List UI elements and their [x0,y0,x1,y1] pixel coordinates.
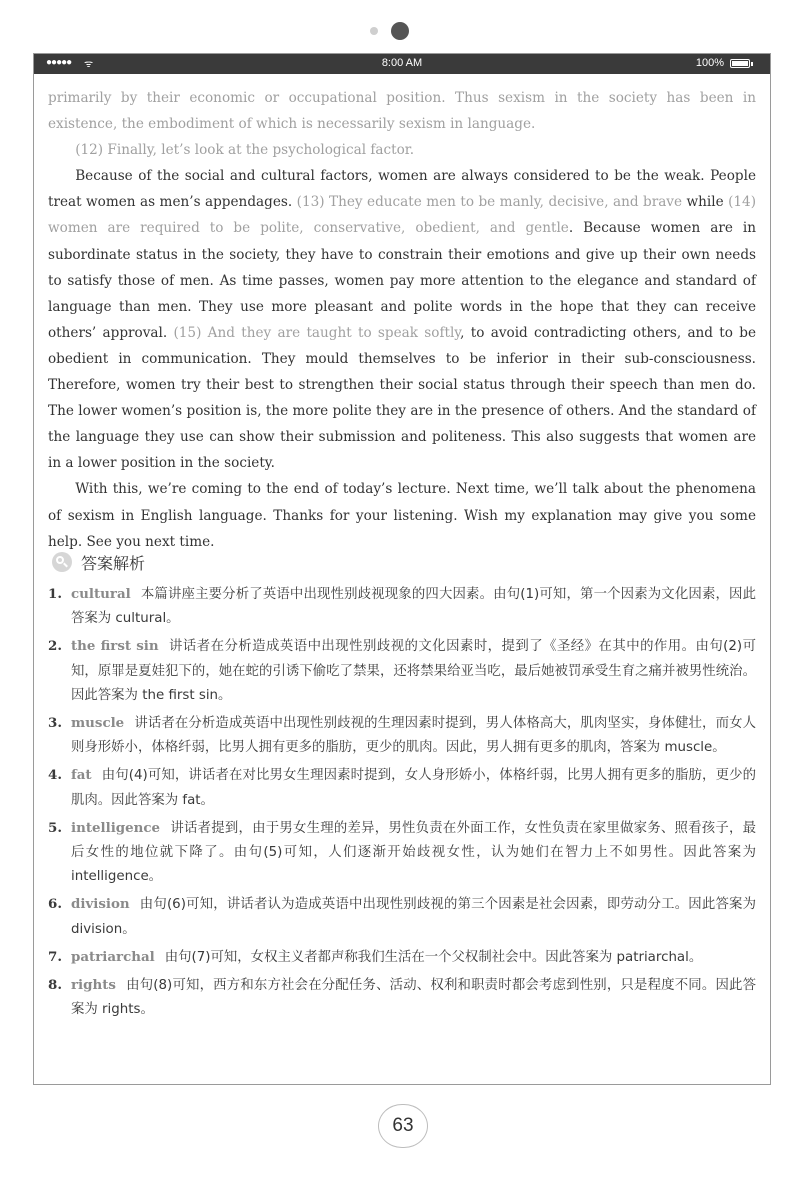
answer-number: 2. [48,638,62,655]
passage-p1-text: primarily by their economic or occupational position. Thus sexism in the society has been in existence, the embodiment of which is necessarily sexism in language. [48,90,756,133]
answer-explanation: 本篇讲座主要分析了英语中出现性别歧视现象的四大因素。由句(1)可知，第一个因素为文化因素，因此答案为 cultural。 [71,587,756,627]
answer-item [48,763,756,812]
answer-list [48,582,756,1025]
page-number: 63 [392,1115,414,1136]
magnifier-icon [52,552,72,572]
passage-sentence-15: (15) And they are taught to speak softly [173,324,461,341]
answer-explanation: 由句(4)可知，讲话者在对比男女生理因素时提到，女人身形娇小，体格纤弱，比男人拥有更多的脂肪，更少的肌肉。因此答案为 fat。 [71,768,756,808]
passage-sentence-14: (14) women are required to be polite, conservative, obedient, and gentle [48,194,757,237]
answer-explanation: 由句(8)可知，西方和东方社会在分配任务、活动、权利和职责时都会考虑到性别，只是程度不同。因此答案为 rights。 [71,978,756,1018]
passage-p3-part-g: , to avoid contradicting others, and to be obedient in communication. They mould themselves to be inferior in their sub-consciousness. Therefore, women try their best to strengthen their social status through their speech than men do. The lower women’s position is, the more polite they are in the presence of others. And the standard of the language they use can show their submission and politeness. This also suggests that women are in a lower position in the society. [48,324,756,472]
passage-sentence-13: (13) They educate men to be manly, decisive, and brave [296,194,683,211]
answer-explanation: 讲话者在分析造成英语中出现性别歧视的文化因素时，提到了《圣经》在其中的作用。由句(2)可知，原罪是夏娃犯下的，她在蛇的引诱下偷吃了禁果，还将禁果给亚当吃，最后她被罚承受生育之痛并被男性统治。因此答案为 the first sin。 [71,639,757,703]
answer-number: 3. [48,715,62,732]
camera-dot-small [370,27,378,35]
wifi-icon: ᯤ [84,59,94,70]
status-bar [34,54,770,74]
section-title [52,549,145,575]
answer-keyword: patriarchal [71,948,155,965]
answer-number: 5. [48,819,62,836]
answer-explanation: 由句(6)可知，讲话者认为造成英语中出现性别歧视的第三个因素是社会因素，即劳动分工。因此答案为 division。 [71,897,756,937]
answer-item [48,945,756,970]
page-number-badge [378,1104,428,1148]
signal-icon: ●●●●● [46,57,72,68]
answer-number: 8. [48,977,62,994]
battery-percent: 100% [695,57,724,69]
answer-item [48,973,756,1022]
passage [48,85,756,555]
camera-dot [391,22,409,40]
answer-explanation: 讲话者提到，由于男女生理的差异，男性负责在外面工作，女性负责在家里做家务、照看孩子，最后女性的地位就下降了。由句(5)可知，人们逐渐开始歧视女性，认为她们在智力上不如男性。因此答案为 intelligence。 [71,820,756,885]
passage-p3-part-a: Because of the social and cultural factors, women are always considered to be the weak. People treat women as men’s appendages. [48,168,756,211]
answer-explanation: 讲话者在分析造成英语中出现性别歧视的生理因素时提到，男人体格高大，肌肉坚实，身体健壮，而女人则身形娇小，体格纤弱，比男人拥有更多的脂肪，更少的肌肉。因此，男人拥有更多的肌肉，答案为 muscle。 [71,716,756,756]
passage-paragraph-4: With this, we’re coming to the end of today’s lecture. Next time, we’ll talk about the phenomena of sexism in English language. Thanks for your listening. Wish my explanation may give you some help. See you next time. [48,481,756,550]
answer-explanation: 由句(7)可知，女权主义者都声称我们生活在一个父权制社会中。因此答案为 patriarchal。 [164,949,703,965]
passage-p3-part-c: while [682,194,729,211]
answer-keyword: fat [71,767,92,784]
passage-paragraph-1 [48,85,756,137]
answer-number: 1. [48,586,62,602]
battery-fill [732,61,748,66]
battery-icon [730,59,750,68]
answer-keyword: division [71,896,130,913]
answer-keyword: cultural [71,586,131,602]
answer-keyword: rights [71,977,116,994]
status-time: 8:00 AM [381,57,423,69]
battery-nub [751,62,753,66]
answer-number: 7. [48,948,62,965]
answer-keyword: muscle [71,715,125,732]
answer-number: 4. [48,767,62,784]
passage-paragraph-2: (12) Finally, let’s look at the psychological factor. [75,142,415,159]
answer-item [48,816,756,890]
passage-p3-part-e: . Because women are in subordinate status in the society, they have to constrain their emotions and give up their own needs to satisfy those of men. As time passes, women pay more attention to the elegance and standard of language than men. They use more pleasant and polite words in the hope that they can receive others’ approval. [48,220,756,341]
section-title-text: 答案解析 [81,553,146,573]
answer-keyword: the first sin [71,638,159,655]
passage-paragraph-3 [48,163,756,476]
answer-item [48,634,756,708]
answer-keyword: intelligence [71,819,161,836]
answer-item [48,892,756,941]
answer-item [48,711,756,760]
device-frame [33,53,771,1085]
answer-number: 6. [48,896,62,913]
answer-item [48,582,756,631]
